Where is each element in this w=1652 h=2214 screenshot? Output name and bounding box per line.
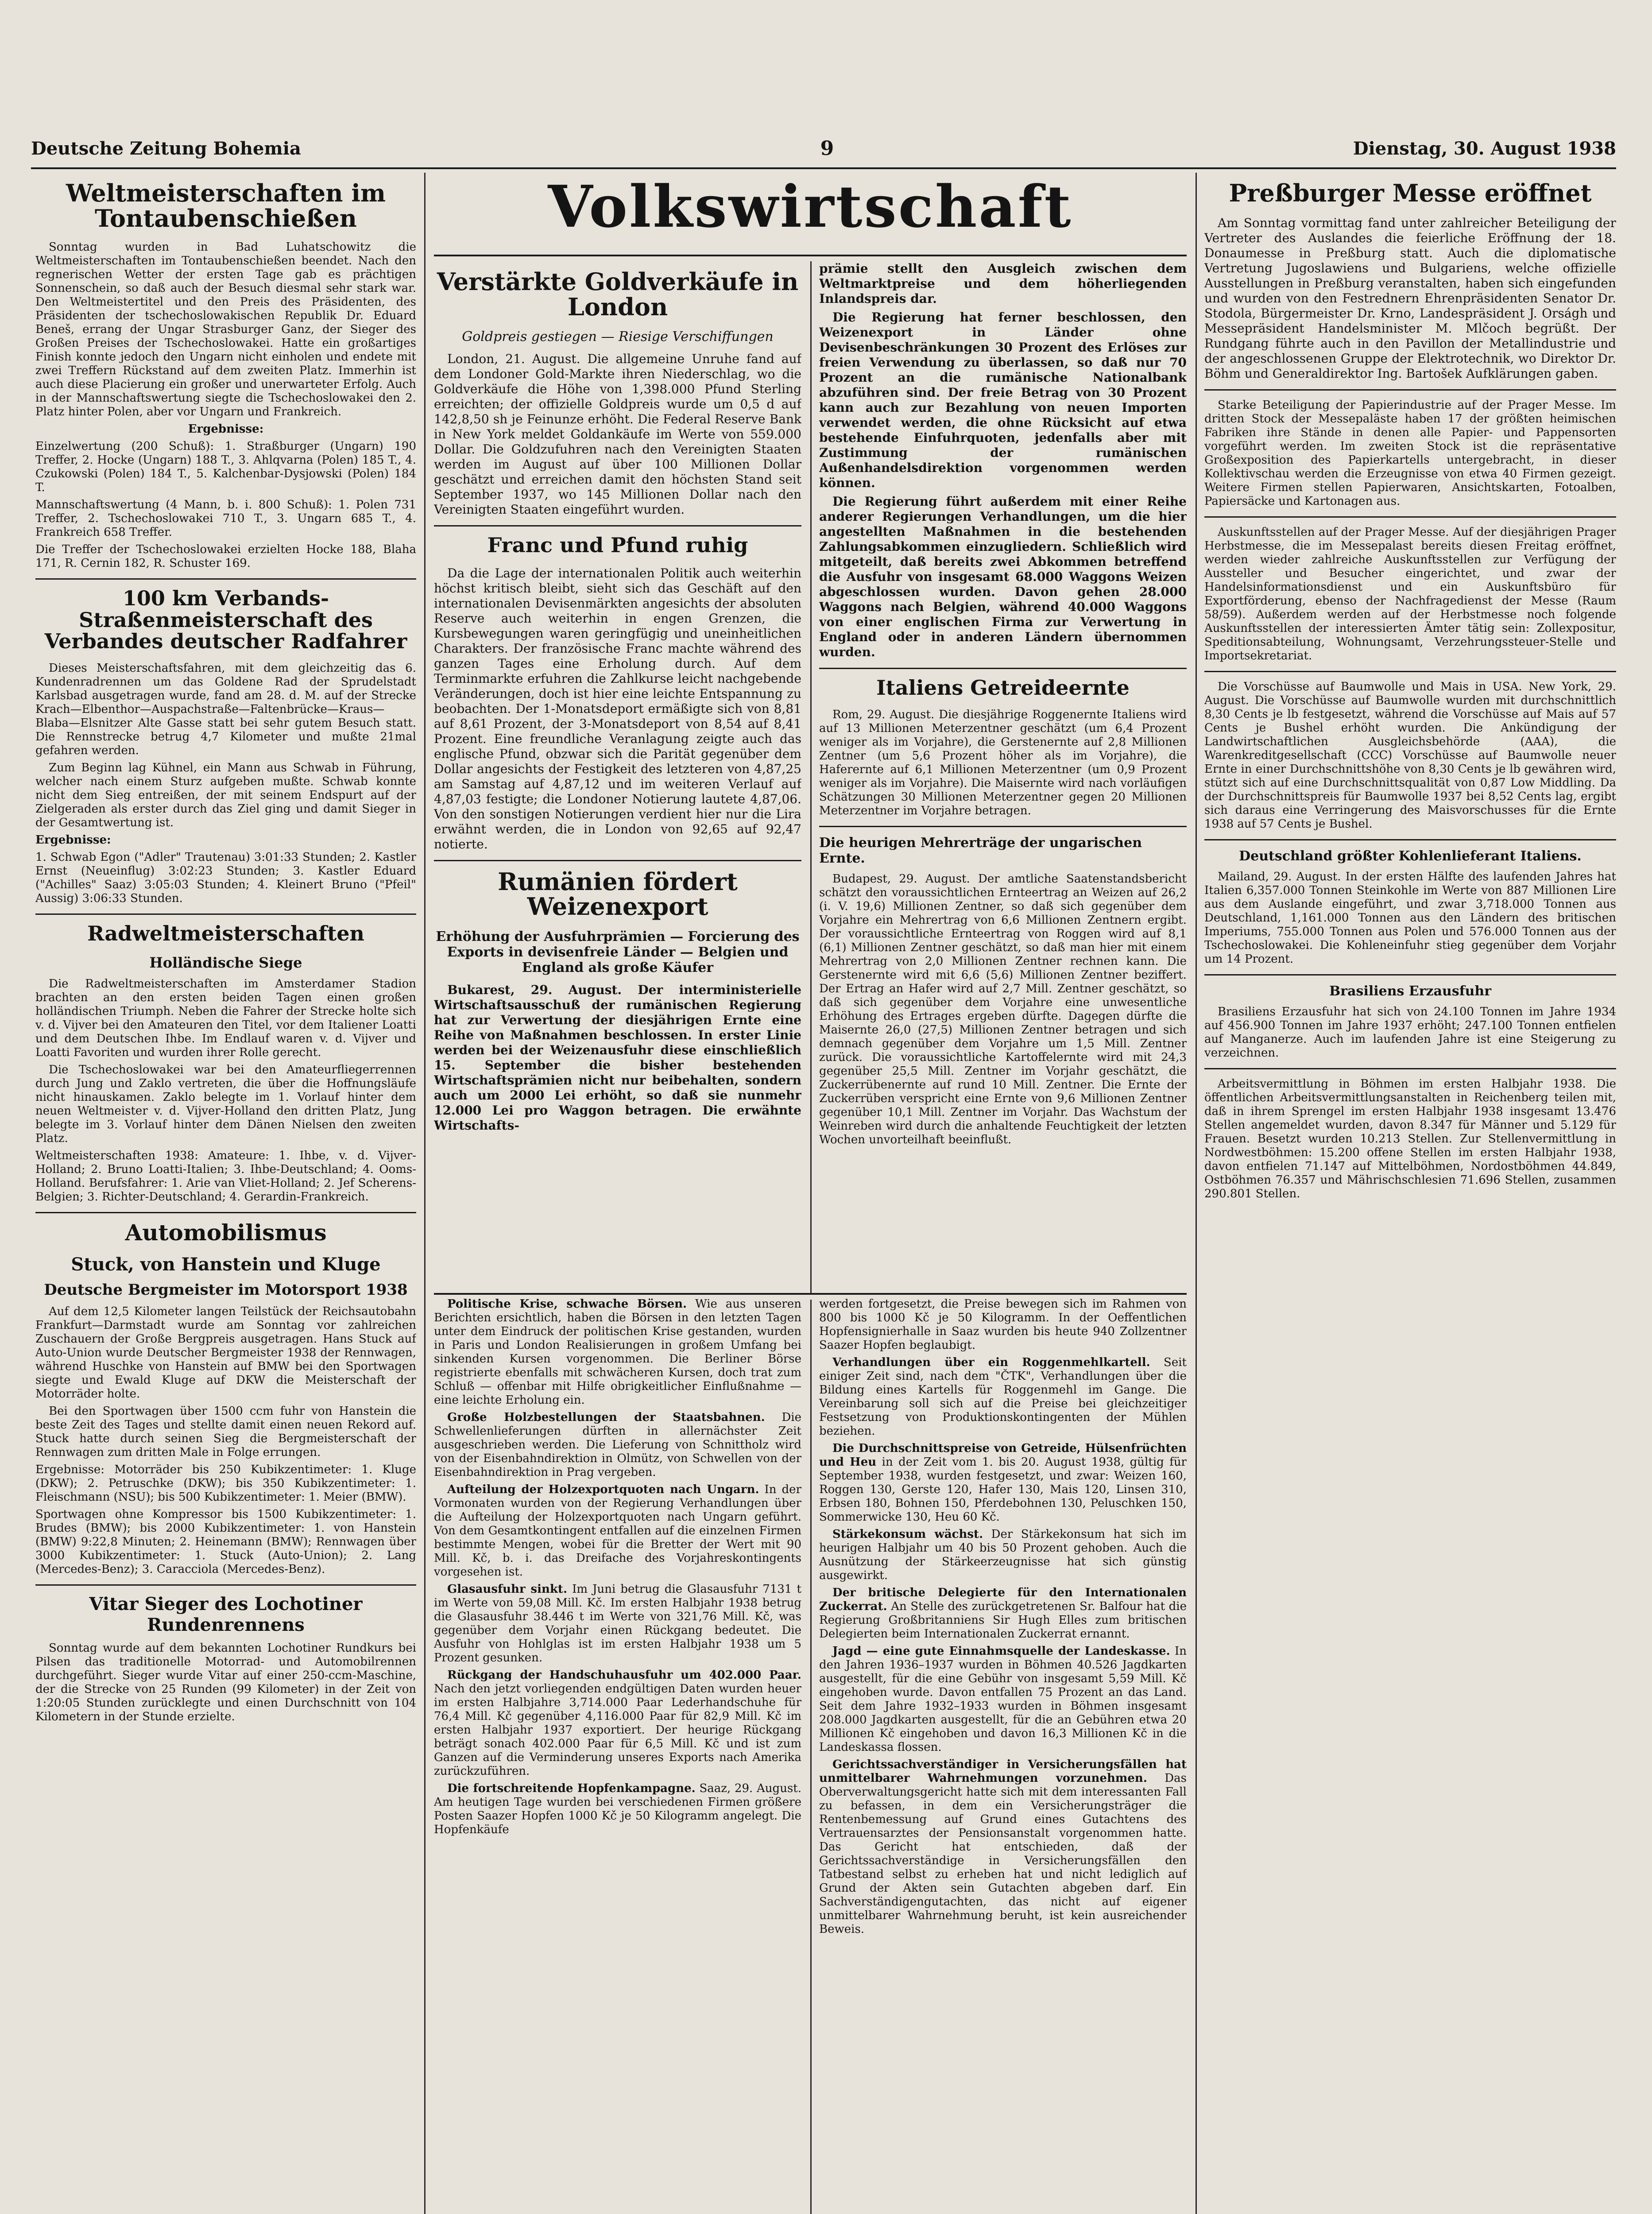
article-text: Wie aus unseren Berichten ersichtlich, haben die Börsen in den letzten Tagen unter dem Eindruck der politischen Krise gestanden, wurden in Paris und London Realisierungen in großem Umfang bei sinkenden Kursen vorgenommen. Die Berliner Börse registrierte ebenfalls mit schwächeren Kursen, doch trat zum Schluß — offenbar mit Hilfe obrigkeitlicher Einflußnahme — eine leichte Erholung ein. — [434, 1297, 801, 1407]
article-text — [434, 1782, 801, 1837]
article-subheadline: Deutsche Bergmeister im Motorsport 1938 — [44, 1281, 408, 1299]
article-text: Arbeitsvermittlung in Böhmen im ersten Halbjahr 1938. Die öffentlichen Arbeitsvermittlungsanstalten in Reichenberg teilen mit, daß in ihrem Sprengel im ersten Halbjahr 1938 insgesamt 13.476 Stellen angemeldet wurden, davon 8.347 für Männer und 5.129 für Frauen. Besetzt wurden 10.213 Stellen. Zur Stellenvermittlung in Nordwestböhmen: 15.200 offene Stellen im ersten Halbjahr 1938, davon entfielen 71.147 auf Mittelböhmen, Nordostböhmen 44.849, Ostböhmen 76.357 und Mährischschlesien 71.696 Stellen, zusammen 290.801 Stellen. — [1204, 1077, 1616, 1200]
article-headline: Der britische Delegierte für den Internationalen Zuckerrat. — [819, 1586, 1187, 1613]
article-text: Die Tschechoslowakei war bei den Amateurfliegerrennen durch Jung und Zaklo vertreten, die über die Hoffnungsläufe nicht hinauskamen. Zaklo belegte im 1. Vorlauf hinter dem neuen Weltmeister v. d. Vijver-Holland den dritten Platz, Jung belegte im 3. Vorlauf hinter dem Dänen Nielsen den zweiten Platz. — [35, 1063, 416, 1145]
article-text: Sonntag wurde auf dem bekannten Lochotiner Rundkurs bei Pilsen das traditionelle Motorrad- und Automobilrennen durchgeführt. Sieger wurde Vitar auf einer 250-ccm-Maschine, der die Strecke von 25 Runden (99 Kilometer) in der Zeit von 1:20:05 Stunden zurücklegte und einen Durchschnitt von 104 Kilometern in der Stunde erzielte. — [35, 1641, 416, 1724]
article-text: Bukarest, 29. August. Der interministerielle Wirtschaftsausschuß der rumänischen Regierung hat zur Verwertung der diesjährigen Ernte eine Reihe von Maßnahmen beschlossen. In erster Linie werden bei der Weizenausfuhr diese einschließlich 15. September die bisher bestehenden Wirtschaftsprämien nicht nur beibehalten, sondern auch um 2000 Lei erhöht, so daß sie nunmehr 12.000 Lei pro Waggon betragen. Die erwähnte Wirtschafts- — [434, 983, 801, 1133]
divider — [1204, 516, 1616, 518]
column-divider — [424, 173, 426, 2214]
article-subheadline: Holländische Siege — [149, 954, 302, 971]
divider — [35, 578, 416, 580]
masthead: Deutsche Zeitung Bohemia — [31, 138, 301, 159]
article-text: Im Juni betrug die Glasausfuhr 7131 t im Werte von 59,08 Mill. Kč. Im ersten Halbjahr 1938 betrug die Glasausfuhr 38.446 t im Werte von 321,76 Mill. Kč, was gegenüber dem Vorjahr einen Rückgang bedeutet. Die Ausfuhr von Hohlglas ist im ersten Halbjahr 1938 um 5 Prozent gesunken. — [434, 1583, 801, 1664]
article-text: werden fortgesetzt, die Preise bewegen sich im Rahmen von 800 bis 1000 Kč je 50 Kilogramm. In der Oeffentlichen Hopfensignierhalle in Saaz wurden bis heute 940 Zollzentner Saazer Hopfen beglaubigt. — [819, 1297, 1187, 1352]
divider — [434, 525, 801, 526]
article-text: Saaz, 29. August. Am heutigen Tage wurden bei verschiedenen Firmen größere Posten Saazer Hopfen 1000 Kč je 50 Kilogramm angelegt. Die Hopfenkäufe — [434, 1782, 801, 1836]
article-text — [434, 1483, 801, 1579]
article-text: Rom, 29. August. Die diesjährige Roggenernte Italiens wird auf 13 Millionen Meterzentner geschätzt (um 6,4 Prozent weniger als im Vorjahre), die Gerstenernte auf 2,8 Millionen Zentner (um 5,6 Prozent höher als im Vorjahre), die Haferernte auf 6,1 Millionen Meterzentner (um 0,9 Prozent weniger als im Vorjahre). Die Maisernte wird nach vorläufigen Schätzungen 30 Millionen Meterzentner gegen 20 Millionen Meterzentner im Vorjahre betragen. — [819, 708, 1187, 818]
article-text: Sonntag wurden in Bad Luhatschowitz die Weltmeisterschaften im Tontaubenschießen beendet. Nach den regnerischen Wetter der ersten Tage gab es prächtigen Sonnenschein, so daß auch der Besuch diesmal sehr stark war. Den Weltmeistertitel und den Preis des Präsidenten, des Präsidenten der tschechoslowakischen Republik Dr. Eduard Beneš, errang der Ungar Strasburger Ganz, der Sieger des Großen Preises der Tschechoslowakei. Hatte ein großartiges Finish konnte jedoch den Ungarn nicht einholen und endete mit zwei Treffern Rückstand auf dem zweiten Platz. Immerhin ist auch diese Placierung ein großer und unerwarteter Erfolg. Auch in der Mannschaftswertung siegte die Tschechoslowakei den 2. Platz hinter Polen, aber vor Ungarn und Frankreich. — [35, 240, 416, 419]
article-text: In den Jahren 1936–1937 wurden in Böhmen 40.526 Jagdkarten ausgestellt, für die eine Gebühr von insgesamt 5,59 Mill. Kč eingehoben wurde. Davon entfallen 75 Prozent an das Land. Seit dem Jahre 1932–1933 wurden in Böhmen insgesamt 208.000 Jagdkarten ausgestellt, für die an Gebühren etwa 20 Millionen Kč eingehoben und davon 16,3 Millionen Kč in die Landeskassa flossen. — [819, 1645, 1187, 1754]
section-banner — [434, 170, 1187, 256]
article-dek: Erhöhung der Ausfuhrprämien — Forcierung des Exports in devisenfreie Länder — Belgien und England als große Käufer — [436, 929, 800, 976]
article-headline: Die fortschreitende Hopfenkampagne. — [447, 1782, 696, 1795]
article-text — [819, 1528, 1187, 1583]
article-text: Die Vorschüsse auf Baumwolle und Mais in USA. New York, 29. August. Die Vorschüsse auf Baumwolle wurden mit durchschnittlich 8,30 Cents je lb festgesetzt, während die Vorschüsse auf Mais auf 57 Cents je Bushel erhöht wurden. Die Ankündigung der Landwirtschaftlichen Ausgleichsbehörde (AAA), die Warenkreditgesellschaft (CCC) Vorschüsse auf Baumwolle neuer Ernte in einer Durchschnittshöhe von 8,30 Cents je lb gewähren wird, stützt sich auf eine Durchschnittsqualität von 0,87 Low Middling. Da der Durchschnittspreis für Baumwolle 1937 bei 8,52 Cents lag, ergibt sich daraus eine Verringerung des Maisvorschusses für die Ernte 1938 auf 57 Cents je Bushel. — [1204, 680, 1616, 831]
results-text: Ergebnisse: Motorräder bis 250 Kubikzentimeter: 1. Kluge (DKW); 2. Petruschke (DKW); bis 350 Kubikzentimeter: 1. Fleischmann (NSU); bis 500 Kubikzentimeter: 1. Meier (BMW). — [35, 1463, 416, 1504]
article-headline: Gerichtssachverständiger in Versicherungsfällen hat unmittelbarer Wahrnehmungen vorzunehmen. — [819, 1758, 1187, 1785]
divider — [1204, 671, 1616, 672]
article-text: Am Sonntag vormittag fand unter zahlreicher Beteiligung der Vertreter des Auslandes die feierliche Eröffnung der 18. Donaumesse in Preßburg statt. Auch die diplomatische Vertretung Jugoslawiens und Bulgariens, welche offizielle Ausstellungen in Preßburg veranstalten, haben sich eingefunden und wurden von den Festrednern Ehrenpräsidenten Senator Dr. Stodola, Bürgermeister Dr. Krno, Landespräsident J. Orságh und Messepräsident Handelsminister M. Mlčoch begrüßt. Der Rundgang führte auch in den Pavillon der Metallindustrie und der angeschlossenen Gruppe der Elektrotechnik, wo Direktor Dr. Böhm und Generaldirektor Ing. Bartošek Aufklärungen gaben. — [1204, 215, 1616, 381]
article-text — [819, 1356, 1187, 1438]
article-headline: Politische Krise, schwache Börsen. — [447, 1297, 687, 1311]
article-headline: Radweltmeisterschaften — [87, 921, 364, 946]
column-economy-2 — [819, 261, 1187, 1293]
article-text: Mailand, 29. August. In der ersten Hälfte des laufenden Jahres hat Italien 6,357.000 Tonnen Steinkohle im Werte von 887 Millionen Lire aus dem Auslande eingeführt, und zwar 3,718.000 Tonnen aus Deutschland, 1,161.000 Tonnen aus den Ländern des britischen Imperiums, 755.000 Tonnen aus Polen und 576.000 Tonnen aus der Tschechoslowakei. Die Kohleneinfuhr stieg gegenüber dem Vorjahr um 14 Prozent. — [1204, 870, 1616, 966]
results-text: 1. Schwab Egon ("Adler" Trautenau) 3:01:33 Stunden; 2. Kastler Ernst (Neueinflug) 3:02:23 Stunden; 3. Kastler Eduard ("Achilles" Saaz) 3:05:03 Stunden; 4. Kleinert Bruno ("Pfeil" Aussig) 3:06:33 Stunden. — [35, 851, 416, 906]
article-headline: Glasausfuhr sinkt. — [447, 1583, 567, 1596]
article-text: Da die Lage der internationalen Politik auch weiterhin höchst kritisch bleibt, sieht sich das Geschäft auf den internationalen Devisenmärkten angesichts der absoluten Reserve auch weiterhin in engen Grenzen, die Kursbewegungen waren geringfügig und uneinheitlichen Charakters. Der französische Franc machte während des ganzen Tages eine Erholung durch. Auf dem Terminmarkte erfuhren die Zahlkurse leicht nachgebende Veränderungen, doch ist hier eine leichte Entspannung zu beobachten. Der 1-Monatsdeport ermäßigte sich von 8,81 auf 8,61 Prozent, der 3-Monatsdeport von 8,54 auf 8,41 Prozent. Eine freundliche Veranlagung zeigte auch das englische Pfund, obzwar sich die Parität gegenüber dem Dollar angesichts der Festigkeit des letzteren von 4,87,25 am Samstag auf 4,87,12 und im weiteren Verlauf auf 4,87,03 festigte; die Londoner Notierung lautete 4,87,06. Von den sonstigen Notierungen verdient hier nur die Lira erwähnt werden, die in London von 92,65 auf 92,47 notierte. — [434, 565, 801, 852]
article-headline: Die Durchschnittspreise von Getreide, Hülsenfrüchten und Heu — [819, 1442, 1187, 1469]
article-text — [434, 1411, 801, 1479]
article-headline: Vitar Sieger des Lochotiner Rundenrennens — [89, 1594, 363, 1636]
article-text: Budapest, 29. August. Der amtliche Saatenstandsbericht schätzt den voraussichtlichen Ernteertrag an Weizen auf 26,2 (i. V. 19,6) Millionen Zentner, so daß sich gegenüber dem Vorjahre ein Mehrertrag von 6,6 Millionen Zentnern ergibt. Der voraussichtliche Ernteertrag von Roggen wird auf 8,1 (6,1) Millionen Zentner geschätzt, so daß man hier mit einem Mehrertrag von 2,0 Millionen Zentner rechnen kann. Die Gerstenernte wird mit 6,6 (5,6) Millionen Zentner beziffert. Der Ertrag an Hafer wird auf 2,7 Mill. Zentner geschätzt, so daß sich gegenüber dem Vorjahre eine unwesentliche Erhöhung des Ertrages ergeben dürfte. Dagegen dürfte die Maisernte 26,0 (27,5) Millionen Zentner betragen und sich demnach gegenüber dem Vorjahre um 1,5 Mill. Zentner zurück. Die voraussichtliche Kartoffelernte wird mit 24,3 gegenüber 25,5 Mill. Zentner im Vorjahr geschätzt, die Zuckerrübenernte auf rund 10 Mill. Zentner. Die Ernte der Zuckerrüben verspricht eine Ernte von 9,6 Millionen Zentner gegenüber 10,1 Mill. Zentner im Vorjahr. Das Wachstum der Weinreben wird durch die anhaltende Feuchtigkeit der letzten Wochen unvorteilhaft beeinflußt. — [819, 872, 1187, 1147]
results-text: Einzelwertung (200 Schuß): 1. Straßburger (Ungarn) 190 Treffer, 2. Hocke (Ungarn) 188 T., 3. Ahlqvarna (Polen) 185 T., 4. Czukowski (Polen) 184 T., 5. Kalchenbar-Dysjowski (Polen) 184 T. — [35, 440, 416, 495]
divider — [1204, 839, 1616, 840]
column-divider — [1195, 173, 1197, 2214]
article-headline: Jagd — eine gute Einnahmsquelle der Landeskasse. — [832, 1645, 1170, 1658]
article-text: Die Regierung führt außerdem mit einer Reihe anderer Regierungen Verhandlungen, um die hier angestellten Maßnahmen in die bestehenden Zahlungsabkommen einzugliedern. Schließlich wird mitgeteilt, daß bereits zwei Abkommen betreffend die Ausfuhr von insgesamt 68.000 Waggons Weizen abgeschlossen wurden. Davon gehen 28.000 Waggons nach Belgien, während 40.000 Waggons von einer englischen Firma zur Verwertung in England oder in anderen Ländern übernommen wurden. — [819, 494, 1187, 659]
article-text: Der Stärkekonsum hat sich im heurigen Halbjahr um 40 bis 50 Prozent gehoben. Auch die Ausnützung der Stärkeerzeugnisse hat sich günstig ausgewirkt. — [819, 1528, 1187, 1582]
article-text — [434, 1583, 801, 1665]
article-headline: Weltmeisterschaften im Tontaubenschießen — [66, 179, 386, 232]
page-header — [31, 133, 1616, 164]
column-sports — [35, 173, 416, 2214]
article-headline: Die heurigen Mehrerträge der ungarischen Ernte. — [819, 835, 1142, 867]
article-text — [819, 1645, 1187, 1754]
article-headline: Franc und Pfund ruhig — [487, 533, 748, 557]
article-text — [434, 1668, 801, 1778]
article-text — [819, 1586, 1187, 1641]
article-headline: Automobilismus — [125, 1219, 327, 1246]
results-label: Ergebnisse: — [35, 833, 111, 847]
article-headline: Aufteilung der Holzexportquoten nach Ungarn. — [447, 1483, 759, 1496]
article-text: Seit einiger Zeit sind, nach dem "ČTK", Verhandlungen über die Bildung eines Kartells für Roggenmehl im Gange. Die Vereinbarung soll sich auf die Preise bei gleichzeitiger Festsetzung von Produktionskontingenten der Mühlen beziehen. — [819, 1356, 1187, 1438]
divider — [35, 913, 416, 915]
article-headline: Rumänien fördert Weizenexport — [498, 867, 738, 921]
results-label: Ergebnisse: — [188, 422, 264, 436]
article-headline: Preßburger Messe eröffnet — [1229, 179, 1592, 207]
article-text: Auskunftsstellen auf der Prager Messe. Auf der diesjährigen Prager Herbstmesse, die im Messepalast bereits diesen Freitag eröffnet, werden wieder zahlreiche Auskunftsstellen zur Verfügung der Aussteller und Besucher eingerichtet, und zwar der Handelsinformationsdienst und ein Auskunftsbüro für Exportförderung, ebenso der Nachfragedienst der Messe (Raum 58/59). Außerdem werden auf der Herbstmesse noch folgende Auskunftsstellen der interessierten Ämter tätig sein: Zollexpositur, Speditionsabteilung, Wohnungsamt, Verzehrungssteuer-Stelle und Importsekretariat. — [1204, 525, 1616, 662]
column-trade — [1204, 173, 1616, 2214]
results-text: Die Treffer der Tschechoslowakei erzielten Hocke 188, Blaha 171, R. Cernin 182, R. Schuster 169. — [35, 543, 416, 570]
section-title: Volkswirtschaft — [548, 173, 1073, 240]
article-text: Das Oberverwaltungsgericht hatte sich mit dem interessanten Fall zu befassen, in dem ein Versicherungsträger die Rentenbemessung auf Grund eines Gutachtens des Vertrauensarztes der Pensionsanstalt vorgenommen hatte. Das Gericht hat entschieden, daß der Gerichtssachverständige in Versicherungsfällen den Tatbestand selbst zu erheben hat und nicht lediglich auf Grund der Akten sein Gutachten abgeben darf. Ein Sachverständigengutachten, das nicht auf eigener unmittelbarer Wahrnehmung beruht, ist kein ausreichender Beweis. — [819, 1772, 1187, 1936]
article-subheadline: Stuck, von Hanstein und Kluge — [71, 1254, 381, 1275]
article-text: Die Schwellenlieferungen dürften in allernächster Zeit ausgeschrieben werden. Die Lieferung von Schnittholz wird von der Eisenbahndirektion in Olmütz, von Schwellen von der Eisenbahndirektion in Prag vergeben. — [434, 1411, 802, 1479]
article-dek: Goldpreis gestiegen — Riesige Verschiffungen — [462, 329, 774, 345]
article-text: Auf dem 12,5 Kilometer langen Teilstück der Reichsautobahn Frankfurt—Darmstadt wurde am Sonntag vor zahlreichen Zuschauern der Große Bergpreis ausgetragen. Hans Stuck auf Auto-Union wurde Deutscher Bergmeister 1938 der Rennwagen, während Huschke von Hanstein auf BMW bei den Sportwagen siegte und Ewald Kluge auf DKW die Meisterschaft der Motorräder holte. — [35, 1305, 416, 1401]
divider — [1204, 389, 1616, 391]
article-headline: Italiens Getreideernte — [876, 676, 1130, 700]
article-headline: Rückgang der Handschuhausfuhr um 402.000 Paar. — [447, 1668, 801, 1682]
article-text: Brasiliens Erzausfuhr hat sich von 24.100 Tonnen im Jahre 1934 auf 456.900 Tonnen im Jahre 1937 erhöht; 247.100 Tonnen entfielen auf Manganerze. Auch im laufenden Jahre ist eine Steigerung zu verzeichnen. — [1204, 1005, 1616, 1060]
article-text: An Stelle des zurückgetretenen Sr. Balfour hat die Regierung Großbritanniens Sir Hugh Elles zum britischen Delegierten beim Internationalen Zuckerrat ernannt. — [819, 1600, 1187, 1641]
section-rule — [434, 1293, 1187, 1295]
article-text: Zum Beginn lag Kühnel, ein Mann aus Schwab in Führung, welcher nach einem Sturz aufgeben mußte. Schwab konnte nicht dem Sieg entreißen, der mit seinem Endspurt auf der Zielgeraden als erster durch das Ziel ging und damit Sieger in der Gesamtwertung ist. — [35, 761, 416, 830]
results-text: Weltmeisterschaften 1938: Amateure: 1. Ihbe, v. d. Vijver-Holland; 2. Bruno Loatti-Italien; 3. Ihbe-Deutschland; 4. Ooms-Holland. Berufsfahrer: 1. Arie van Vliet-Holland; 2. Jef Scherens-Belgien; 3. Richter-Deutschland; 4. Gerardin-Frankreich. — [35, 1149, 416, 1204]
divider — [434, 860, 801, 861]
divider — [1204, 974, 1616, 975]
results-text: Mannschaftswertung (4 Mann, b. i. 800 Schuß): 1. Polen 731 Treffer, 2. Tschechoslowakei 710 T., 3. Ungarn 685 T., 4. Frankreich 658 Treffer. — [35, 498, 416, 539]
article-headline: Verhandlungen über ein Roggenmehlkartell. — [832, 1356, 1150, 1369]
column-divider — [810, 1300, 812, 2214]
article-text: prämie stellt den Ausgleich zwischen dem Weltmarktpreise und dem höherliegenden Inlandspreis dar. — [819, 261, 1187, 306]
divider — [819, 826, 1187, 827]
article-text — [434, 1297, 801, 1407]
article-text — [819, 1442, 1187, 1524]
article-text: Dieses Meisterschaftsfahren, mit dem gleichzeitig das 6. Kundenradrennen um das Goldene Rad der Sprudelstadt Karlsbad ausgetragen wurde, fand am 28. d. M. auf der Strecke Krach—Elbenthor—Auspachstraße—Faltenbrücke—Kraus—Blaba—Elsnitzer Alte Gasse statt bei sehr gutem Besuch statt. Die Rennstrecke betrug 4,7 Kilometer und mußte 21mal gefahren werden. — [35, 662, 416, 758]
article-headline: Verstärkte Goldverkäufe in London — [437, 267, 799, 321]
results-text: Sportwagen ohne Kompressor bis 1500 Kubikzentimeter: 1. Brudes (BMW); bis 2000 Kubikzentimeter: 1. von Hanstein (BMW) 9:22,8 Minuten; 2. Heinemann (BMW); Rennwagen über 3000 Kubikzentimeter: 1. Stuck (Auto-Union); 2. Lang (Mercedes-Benz); 3. Caracciola (Mercedes-Benz). — [35, 1508, 416, 1576]
column-divider — [810, 261, 812, 1293]
article-text: Die Regierung hat ferner beschlossen, den Weizenexport in Länder ohne Devisenbeschränkungen 30 Prozent des Erlöses zur freien Verwendung zu überlassen, so daß nur 70 Prozent an die rumänische Nationalbank abzuführen sind. Der freie Betrag von 30 Prozent kann auch zur Bezahlung von neuen Importen verwendet werden, die ohne Rücksicht auf etwa bestehende Einfuhrquoten, jedenfalls aber mit Zustimmung der rumänischen Außenhandelsdirektion vorgenommen werden können. — [819, 310, 1187, 490]
article-text: in der Zeit vom 1. bis 20. August 1938, gültig für September 1938, wurden festgesetzt, und zwar: Weizen 160, Roggen 130, Gerste 120, Hafer 130, Mais 120, Linsen 310, Erbsen 180, Bohnen 150, Pferdebohnen 130, Peluschken 150, Sommerwicke 130, Heu 60 Kč. — [819, 1455, 1187, 1524]
article-headline: Große Holzbestellungen der Staatsbahnen. — [447, 1411, 765, 1424]
article-headline: Stärkekonsum wächst. — [832, 1528, 983, 1541]
article-text: In der Vormonaten wurden von der Regierung Verhandlungen über die Aufteilung der Holzexportquoten nach Ungarn geführt. Von dem Gesamtkontingent entfallen auf die einzelnen Firmen bestimmte Mengen, wobei für die Bretter der Wert mit 90 Mill. Kč, b. i. das Dreifache des Vorjahreskontingents vorgesehen ist. — [434, 1483, 801, 1579]
article-text: Bei den Sportwagen über 1500 ccm fuhr von Hanstein die beste Zeit des Tages und stellte damit einen neuen Rekord auf. Stuck hatte durch seinen Sieg die Bergmeisterschaft der Rennwagen zum dritten Male in Folge errungen. — [35, 1405, 416, 1459]
divider — [1204, 1068, 1616, 1069]
article-text: Nach den jetzt vorliegenden endgültigen Daten wurden heuer im ersten Halbjahre 3,714.000 Paar Lederhandschuhe für 76,4 Mill. Kč gegenüber 4,116.000 Paar für 82,9 Mill. Kč im ersten Halbjahr 1937 exportiert. Der heurige Rückgang beträgt sonach 402.000 Paar für 6,5 Mill. Kč und ist zum Ganzen auf die Verminderung unseres Exports nach Amerika zurückzuführen. — [434, 1682, 801, 1778]
article-headline: Deutschland größter Kohlenlieferant Italiens. — [1239, 848, 1582, 864]
divider — [35, 1584, 416, 1586]
article-text: Starke Beteiligung der Papierindustrie auf der Prager Messe. Im dritten Stock der Messepaläste haben 17 der größten heimischen Fabriken ihre Stände in denen alle Papier- und Pappensorten vorgeführt werden. Im zweiten Stock ist die repräsentative Großexposition des Papierkartells untergebracht, in dieser Kollektivschau werden die Erzeugnisse von etwa 40 Firmen gezeigt. Weitere Firmen stellen Papierwaren, Ansichtskarten, Fotoalben, Papiersäcke und Kartonagen aus. — [1204, 398, 1616, 508]
divider — [35, 1212, 416, 1213]
lower-left — [434, 1297, 801, 1940]
article-text: Die Radweltmeisterschaften im Amsterdamer Stadion brachten an den ersten beiden Tagen einen großen holländischen Triumph. Neben die Fahrer der Strecke holte sich v. d. Vijver bei den Amateuren den Titel, vor dem Italiener Loatti und dem Deutschen Ihbe. Im Endlauf waren v. d. Vijver und Loatti Favoriten und wurden ihrer Rolle gerecht. — [35, 977, 416, 1059]
header-rule — [31, 167, 1616, 169]
lower-right — [819, 1297, 1187, 1940]
article-text — [819, 1758, 1187, 1936]
divider — [819, 668, 1187, 669]
article-headline: Brasiliens Erzausfuhr — [1329, 983, 1492, 999]
issue-date: Dienstag, 30. August 1938 — [1353, 138, 1616, 159]
article-text: London, 21. August. Die allgemeine Unruhe fand auf dem Londoner Gold-Markte ihren Niederschlag, wo die Goldverkäufe die Höhe von 1,398.000 Pfund Sterling erreichten; der offizielle Goldpreis wurde um 0,5 d auf 142,8,50 sh je Feinunze erhöht. Die Federal Reserve Bank in New York meldet Goldankäufe im Werte von 559.000 Dollar. Die Goldzufuhren nach den Vereinigten Staaten werden im August auf über 100 Millionen Dollar geschätzt und erreichen damit den höchsten Stand seit September 1937, wo 145 Millionen Dollar nach den Vereinigten Staaten eingeführt wurden. — [434, 352, 801, 517]
page-number: 9 — [820, 137, 834, 160]
article-headline: 100 km Verbands-Straßenmeisterschaft des Verbandes deutscher Radfahrer — [44, 586, 407, 653]
column-economy-1 — [434, 261, 801, 1293]
